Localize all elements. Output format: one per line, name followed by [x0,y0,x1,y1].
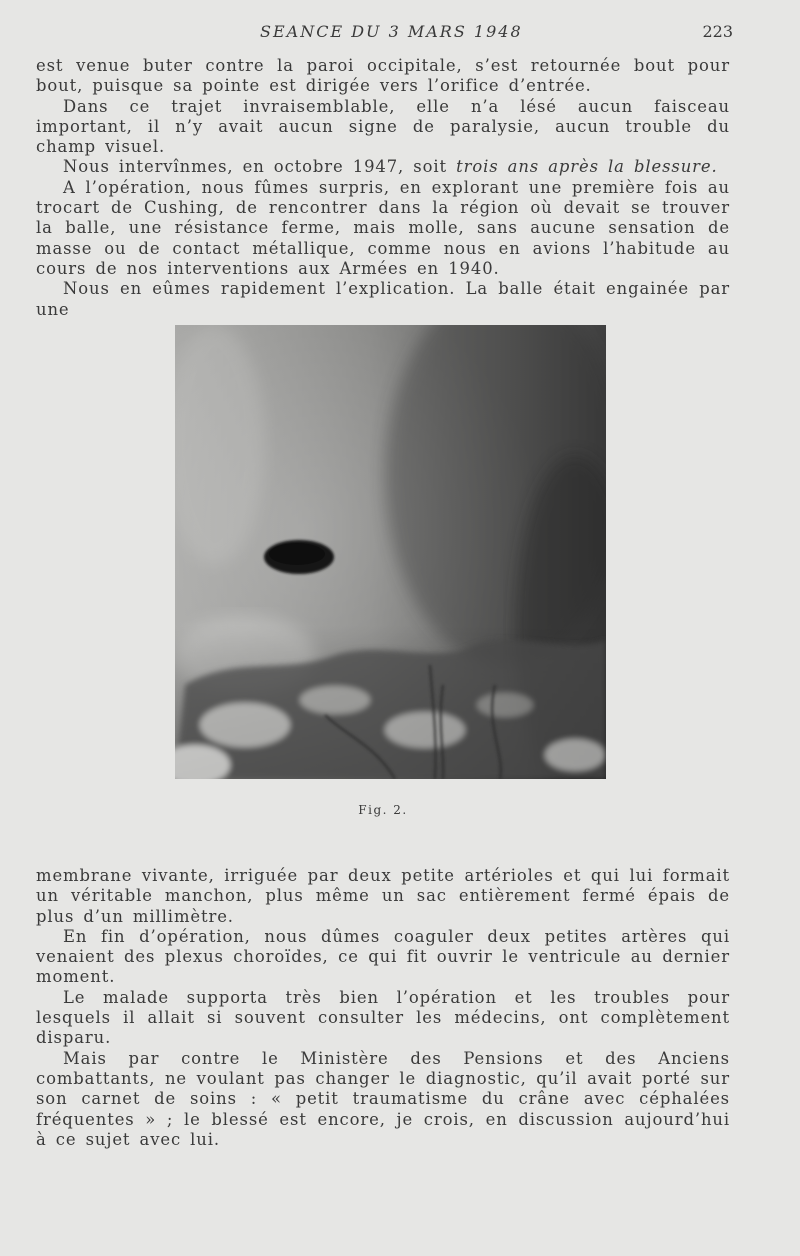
italic-emphasis: trois ans après la blessure. [456,157,718,177]
body-text-top [36,56,730,320]
page-header [0,20,800,44]
xray-image [175,325,606,779]
page-number: 223 [702,22,733,41]
paragraph: membrane vivante, irriguée par deux petite artérioles et qui lui formait un véritable manchon, plus même un sac entièrement fermé épais de plus d’un millimètre. [36,866,730,926]
running-title: SEANCE DU 3 MARS 1948 [260,22,523,41]
body-text-bottom [36,866,730,1150]
xray-figure [175,325,606,779]
paragraph: Le malade supporta très bien l’opération et les troubles pour lesquels il allait si souvent consulter les médecins, ont complètement disparu. [36,987,730,1048]
paragraph [36,157,730,177]
paragraph: est venue buter contre la paroi occipitale, s’est retournée bout pour bout, puisque sa pointe est dirigée vers l’orifice d’entrée. [36,56,730,96]
paragraph: Dans ce trajet invraisemblable, elle n’a lésé aucun faisceau important, il n’y avait aucun signe de paralysie, aucun trouble du champ visuel. [36,96,730,157]
paragraph: A l’opération, nous fûmes surpris, en explorant une première fois au trocart de Cushing, de rencontrer dans la région où devait se trouver la balle, une résistance ferme, mais molle, sans aucune sensation de masse ou de contact métallique, comme nous en avions l’habitude au cours de nos interventions aux Armées en 1940. [36,177,730,278]
figure-caption: Fig. 2. [358,803,408,817]
paragraph: En fin d’opération, nous dûmes coaguler deux petites artères qui venaient des plexus choroïdes, ce qui fit ouvrir le ventricule au dernier moment. [36,926,730,987]
paragraph: Nous en eûmes rapidement l’explication. La balle était engainée par une [36,279,730,319]
paragraph-text: Nous intervînmes, en octobre 1947, soit [63,157,457,177]
paragraph: Mais par contre le Ministère des Pensions et des Anciens combattants, ne voulant pas changer le diagnostic, qu’il avait porté sur son carnet de soins : « petit traumatisme du crâne avec céphalées fréquentes » ; le blessé est encore, je crois, en discussion aujourd’hui à ce sujet avec lui. [36,1048,730,1149]
